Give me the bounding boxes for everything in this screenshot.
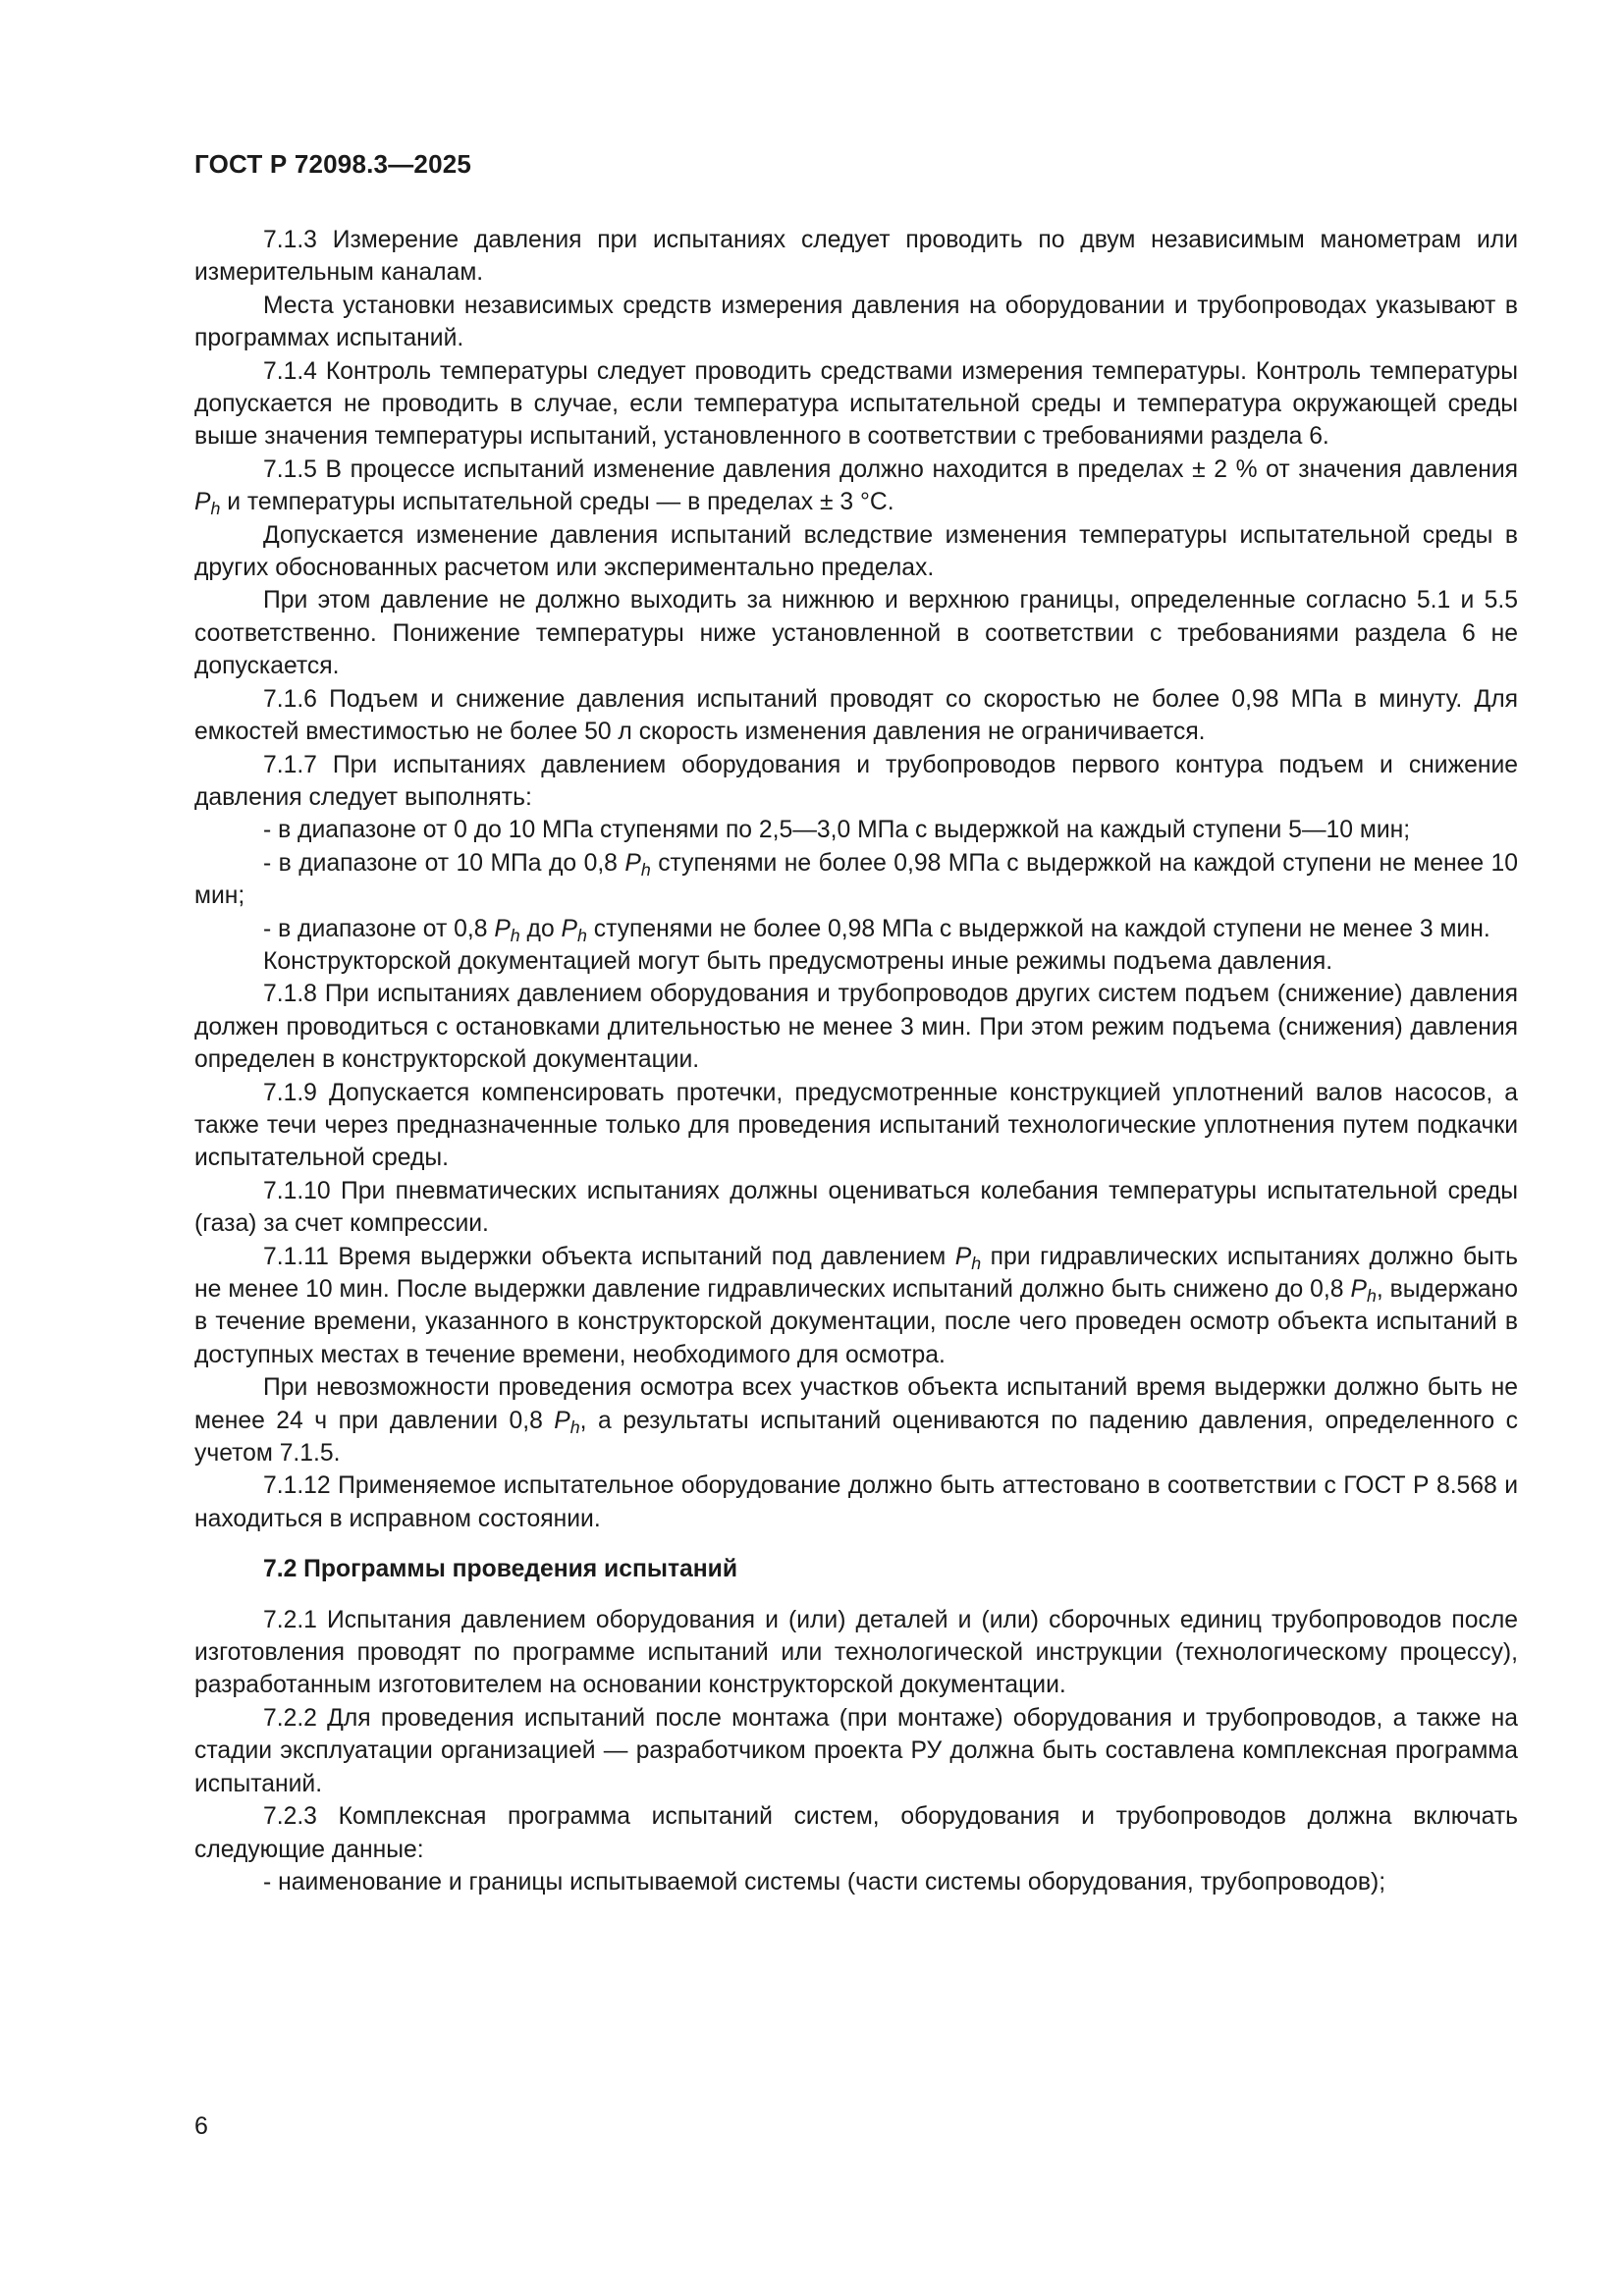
paragraph: 7.2.3 Комплексная программа испытаний систем, оборудования и трубопроводов должна включать следующие данные:: [194, 1803, 1518, 1863]
section-heading: 7.2 Программы проведения испытаний: [263, 1556, 738, 1583]
pressure-symbol: $P_h$: [194, 489, 221, 519]
paragraph: 7.1.4 Контроль температуры следует проводить средствами измерения температуры. Контроль температуры допускается не проводить в случае, если температура испытательной среды и температура окружающей среды выше значения температуры испытаний, установленного в соответствии с требованиями раздела 6.: [194, 357, 1518, 451]
paragraph: 7.1.12 Применяемое испытательное оборудование должно быть аттестовано в соответствии с ГОСТ Р 8.568 и находиться в исправном состоянии.: [194, 1472, 1518, 1532]
pressure-symbol: $P_h$: [561, 915, 587, 945]
paragraph: 7.2.2 Для проведения испытаний после монтажа (при монтаже) оборудования и трубопроводов, а также на стадии эксплуатации организацией — разработчиком проекта РУ должна быть составлена комплексная программа испытаний.: [194, 1704, 1518, 1797]
paragraph: 7.1.8 При испытаниях давлением оборудования и трубопроводов других систем подъем (снижение) давления должен проводиться с остановками длительностью не менее 3 мин. При этом режим подъема (снижения) давления определен в конструкторской документации.: [194, 981, 1518, 1074]
document-designation: ГОСТ Р 72098.3—2025: [194, 149, 472, 179]
paragraph: Места установки независимых средств измерения давления на оборудовании и трубопроводах указывают в программах испытаний.: [194, 292, 1518, 352]
paragraph: 7.1.10 При пневматических испытаниях должны оцениваться колебания температуры испытательной среды (газа) за счет компрессии.: [194, 1177, 1518, 1238]
pressure-symbol: $P_h$: [1350, 1276, 1377, 1306]
pressure-symbol: $P_h$: [954, 1243, 982, 1273]
paragraph: 7.1.5 В процессе испытаний изменение давления должно находится в пределах ± 2 % от значения давления $P_h$ и температуры испытательной среды — в пределах ± 3 °С.: [194, 455, 1518, 519]
list-item: - наименование и границы испытываемой системы (части системы оборудования, трубопроводов);: [263, 1868, 1386, 1896]
paragraph: 7.1.9 Допускается компенсировать протечки, предусмотренные конструкцией уплотнений валов насосов, а также течи через предназначенные только для проведения испытаний технологические уплотнения путем подкачки испытательной среды.: [194, 1079, 1518, 1172]
pressure-symbol: $P_h$: [624, 849, 651, 880]
page-number: 6: [194, 2112, 208, 2140]
paragraph: 7.1.7 При испытаниях давлением оборудования и трубопроводов первого контура подъем и снижение давления следует выполнять:: [194, 751, 1518, 811]
paragraph: 7.1.11 Время выдержки объекта испытаний под давлением $P_h$ при гидравлических испытаниях должно быть не менее 10 мин. После выдержки давление гидравлических испытаний должно быть снижено до 0,8 $P_h$, выдержано в течение времени, указанного в конструкторской документации, после чего проведен осмотр объекта испытаний в доступных местах в течение времени, необходимого для осмотра.: [194, 1243, 1518, 1368]
paragraph: Конструкторской документацией могут быть предусмотрены иные режимы подъема давления.: [263, 947, 1333, 975]
list-item: - в диапазоне от 0 до 10 МПа ступенями по 2,5—3,0 МПа с выдержкой на каждый ступени 5—10 мин;: [263, 817, 1411, 844]
list-item: - в диапазоне от 10 МПа до 0,8 $P_h$ ступенями не более 0,98 МПа с выдержкой на каждой ступени не менее 10 мин;: [194, 849, 1518, 910]
paragraph: 7.1.3 Измерение давления при испытаниях следует проводить по двум независимым манометрам или измерительным каналам.: [194, 227, 1518, 287]
paragraph: Допускается изменение давления испытаний вследствие изменения температуры испытательной среды в других обоснованных расчетом или экспериментально пределах.: [194, 521, 1518, 582]
pressure-symbol: $P_h$: [554, 1407, 580, 1437]
paragraph: При невозможности проведения осмотра всех участков объекта испытаний время выдержки должно быть не менее 24 ч при давлении 0,8 $P_h$, а результаты испытаний оцениваются по падению давления, определенного с учетом 7.1.5.: [194, 1374, 1518, 1468]
pressure-symbol: $P_h$: [494, 915, 520, 945]
list-item: - в диапазоне от 0,8 $P_h$ до $P_h$ ступенями не более 0,98 МПа с выдержкой на каждой ступени не менее 3 мин.: [263, 915, 1490, 945]
paragraph: 7.2.1 Испытания давлением оборудования и (или) деталей и (или) сборочных единиц трубопроводов после изготовления проводят по программе испытаний или технологической инструкции (технологическому процессу), разработанным изготовителем на основании конструкторской документации.: [194, 1606, 1518, 1699]
paragraph: При этом давление не должно выходить за нижнюю и верхнюю границы, определенные согласно 5.1 и 5.5 соответственно. Понижение температуры ниже установленной в соответствии с требованиями раздела 6 не допускается.: [194, 587, 1518, 680]
document-body: [194, 224, 1518, 1898]
paragraph: 7.1.6 Подъем и снижение давления испытаний проводят со скоростью не более 0,98 МПа в минуту. Для емкостей вместимостью не более 50 л скорость изменения давления не ограничивается.: [194, 685, 1518, 746]
